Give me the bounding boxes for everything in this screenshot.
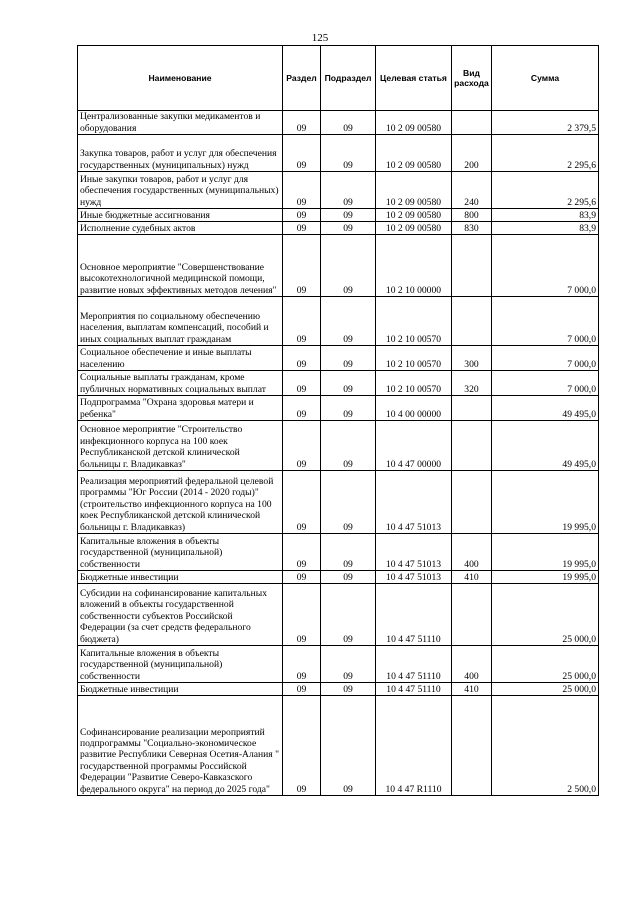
cell-target: 10 4 47 00000 (376, 421, 452, 471)
table-header-row (78, 46, 599, 111)
cell-subsection: 09 (321, 584, 376, 646)
cell-section: 09 (283, 534, 321, 571)
table-row (78, 297, 599, 346)
cell-section: 09 (283, 346, 321, 371)
cell-section: 09 (283, 571, 321, 584)
cell-sum: 49 495,0 (492, 396, 599, 421)
cell-section: 09 (283, 297, 321, 346)
cell-section: 09 (283, 683, 321, 696)
cell-sum: 83,9 (492, 209, 599, 222)
cell-target: 10 4 47 51013 (376, 571, 452, 584)
cell-sum: 7 000,0 (492, 371, 599, 396)
cell-name: Основное мероприятие "Строительство инфекционного корпуса на 100 коек Республиканской детской клинической больницы г. Владикавказ" (78, 421, 283, 471)
cell-section: 09 (283, 371, 321, 396)
cell-target: 10 2 09 00580 (376, 222, 452, 235)
header-subsection: Подраздел (321, 46, 376, 111)
table-row (78, 646, 599, 683)
cell-type: 410 (452, 683, 492, 696)
cell-subsection: 09 (321, 172, 376, 209)
cell-sum: 7 000,0 (492, 346, 599, 371)
cell-subsection: 09 (321, 471, 376, 534)
cell-section: 09 (283, 135, 321, 172)
cell-type (452, 297, 492, 346)
cell-type (452, 421, 492, 471)
cell-name: Бюджетные инвестиции (78, 683, 283, 696)
table-row (78, 696, 599, 796)
page-number: 125 (311, 32, 329, 44)
cell-section: 09 (283, 471, 321, 534)
cell-sum: 7 000,0 (492, 235, 599, 297)
cell-name: Субсидии на софинансирование капитальных вложений в объекты государственной собственности субъектов Российской Федерации (за счет средств федерального бюджета) (78, 584, 283, 646)
cell-name: Основное мероприятие "Совершенствование высокотехнологичной медицинской помощи, развитие новых эффективных методов лечения" (78, 235, 283, 297)
cell-subsection: 09 (321, 683, 376, 696)
cell-type (452, 111, 492, 135)
cell-section: 09 (283, 209, 321, 222)
cell-name: Капитальные вложения в объекты государственной (муниципальной) собственности (78, 534, 283, 571)
cell-section: 09 (283, 696, 321, 796)
cell-type: 200 (452, 135, 492, 172)
cell-subsection: 09 (321, 209, 376, 222)
cell-subsection: 09 (321, 571, 376, 584)
table-row (78, 346, 599, 371)
table-row (78, 172, 599, 209)
header-target: Целевая статья (376, 46, 452, 111)
cell-name: Централизованные закупки медикаментов и оборудования (78, 111, 283, 135)
cell-name: Софинансирование реализации мероприятий подпрограммы "Социально-экономическое развитие Республики Северная Осетия-Алания " государственной программы Российской Федерации "Развитие Северо-Кавказского федерального округа" на период до 2025 года" (78, 696, 283, 796)
table-row (78, 396, 599, 421)
cell-type: 400 (452, 534, 492, 571)
cell-subsection: 09 (321, 235, 376, 297)
cell-sum: 19 995,0 (492, 471, 599, 534)
cell-subsection: 09 (321, 534, 376, 571)
cell-section: 09 (283, 172, 321, 209)
cell-target: 10 2 09 00580 (376, 135, 452, 172)
table-row (78, 421, 599, 471)
cell-section: 09 (283, 396, 321, 421)
cell-name: Социальные выплаты гражданам, кроме публичных нормативных социальных выплат (78, 371, 283, 396)
header-name: Наименование (78, 46, 283, 111)
cell-sum: 2 379,5 (492, 111, 599, 135)
table-row (78, 222, 599, 235)
cell-name: Иные закупки товаров, работ и услуг для обеспечения государственных (муниципальных) нужд (78, 172, 283, 209)
cell-section: 09 (283, 646, 321, 683)
cell-type: 800 (452, 209, 492, 222)
cell-target: 10 4 47 51110 (376, 646, 452, 683)
cell-type (452, 235, 492, 297)
cell-subsection: 09 (321, 346, 376, 371)
cell-subsection: 09 (321, 371, 376, 396)
cell-type (452, 584, 492, 646)
table-row (78, 111, 599, 135)
cell-subsection: 09 (321, 297, 376, 346)
cell-subsection: 09 (321, 222, 376, 235)
cell-target: 10 4 47 51013 (376, 471, 452, 534)
cell-target: 10 4 47 51110 (376, 683, 452, 696)
cell-name: Капитальные вложения в объекты государственной (муниципальной) собственности (78, 646, 283, 683)
cell-subsection: 09 (321, 696, 376, 796)
cell-sum: 25 000,0 (492, 584, 599, 646)
cell-name: Закупка товаров, работ и услуг для обеспечения государственных (муниципальных) нужд (78, 135, 283, 172)
cell-target: 10 2 10 00570 (376, 297, 452, 346)
cell-sum: 19 995,0 (492, 534, 599, 571)
cell-type: 300 (452, 346, 492, 371)
cell-target: 10 2 09 00580 (376, 111, 452, 135)
cell-target: 10 2 10 00570 (376, 346, 452, 371)
cell-subsection: 09 (321, 135, 376, 172)
cell-section: 09 (283, 421, 321, 471)
cell-sum: 2 295,6 (492, 172, 599, 209)
table-row (78, 584, 599, 646)
cell-target: 10 4 47 R1110 (376, 696, 452, 796)
header-type: Вид расхода (452, 46, 492, 111)
table-row (78, 683, 599, 696)
cell-target: 10 4 47 51013 (376, 534, 452, 571)
table-row (78, 135, 599, 172)
cell-sum: 2 500,0 (492, 696, 599, 796)
header-section: Раздел (283, 46, 321, 111)
table-row (78, 209, 599, 222)
cell-name: Бюджетные инвестиции (78, 571, 283, 584)
cell-target: 10 4 00 00000 (376, 396, 452, 421)
cell-section: 09 (283, 222, 321, 235)
cell-sum: 49 495,0 (492, 421, 599, 471)
cell-sum: 25 000,0 (492, 683, 599, 696)
cell-type (452, 396, 492, 421)
cell-type: 410 (452, 571, 492, 584)
cell-sum: 25 000,0 (492, 646, 599, 683)
cell-name: Исполнение судебных актов (78, 222, 283, 235)
cell-subsection: 09 (321, 396, 376, 421)
cell-section: 09 (283, 111, 321, 135)
cell-sum: 19 995,0 (492, 571, 599, 584)
cell-type: 830 (452, 222, 492, 235)
cell-type: 320 (452, 371, 492, 396)
cell-section: 09 (283, 584, 321, 646)
cell-name: Мероприятия по социальному обеспечению населения, выплатам компенсаций, пособий и иных социальных выплат гражданам (78, 297, 283, 346)
cell-sum: 7 000,0 (492, 297, 599, 346)
table-row (78, 235, 599, 297)
table-row (78, 471, 599, 534)
cell-subsection: 09 (321, 421, 376, 471)
cell-name: Подпрограмма "Охрана здоровья матери и ребенка" (78, 396, 283, 421)
header-sum: Сумма (492, 46, 599, 111)
cell-name: Иные бюджетные ассигнования (78, 209, 283, 222)
cell-target: 10 2 09 00580 (376, 172, 452, 209)
cell-target: 10 2 09 00580 (376, 209, 452, 222)
cell-target: 10 2 10 00000 (376, 235, 452, 297)
cell-sum: 2 295,6 (492, 135, 599, 172)
cell-section: 09 (283, 235, 321, 297)
cell-target: 10 4 47 51110 (376, 584, 452, 646)
budget-table (77, 45, 599, 796)
cell-sum: 83,9 (492, 222, 599, 235)
cell-type: 240 (452, 172, 492, 209)
cell-type: 400 (452, 646, 492, 683)
cell-type (452, 471, 492, 534)
cell-type (452, 696, 492, 796)
cell-target: 10 2 10 00570 (376, 371, 452, 396)
table-row (78, 371, 599, 396)
cell-subsection: 09 (321, 111, 376, 135)
cell-name: Реализация мероприятий федеральной целевой программы "Юг России (2014 - 2020 годы)" (строительство инфекционного корпуса на 100 коек Республиканской детской клинической больницы г. Владикавказ) (78, 471, 283, 534)
table-row (78, 534, 599, 571)
table-row (78, 571, 599, 584)
cell-name: Социальное обеспечение и иные выплаты населению (78, 346, 283, 371)
cell-subsection: 09 (321, 646, 376, 683)
